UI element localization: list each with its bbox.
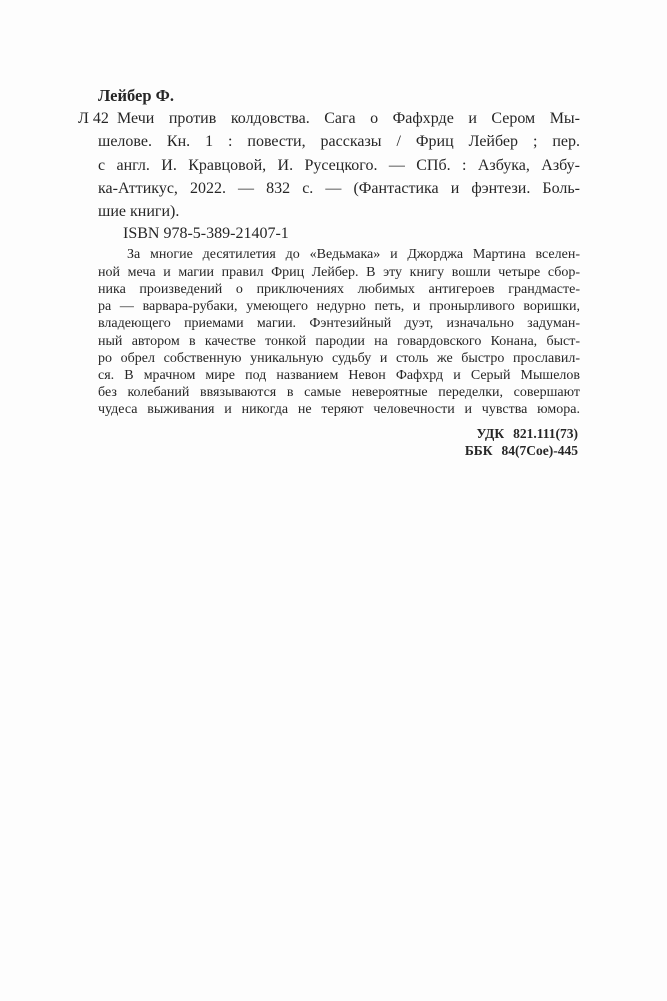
bbk-label: ББК <box>464 442 493 458</box>
bbk-line <box>98 442 578 459</box>
annotation-line: ника произведений о приключениях любимых антигероев грандмасте- <box>98 281 580 297</box>
annotation-line: владеющего приемами магии. Фэнтезийный дуэт, изначально задуман- <box>98 316 580 332</box>
catalog-line: шие книги). <box>98 203 180 221</box>
catalog-entry <box>78 107 580 223</box>
annotation-line: ной меча и магии правил Фриц Лейбер. В эту книгу вошли четыре сбор- <box>98 264 580 280</box>
classification-codes <box>98 425 580 459</box>
annotation-line: чудеса выживания и никогда не теряют человечности и чувства юмора. <box>98 402 580 418</box>
annotation-line: ный автором в качестве тонкой пародии на говардовского Конана, быст- <box>98 333 580 349</box>
annotation-line: без колебаний ввязываются в самые невероятные переделки, совершают <box>98 385 580 401</box>
udc-label: УДК <box>476 425 505 441</box>
catalog-line: шелове. Кн. 1 : повести, рассказы / Фриц Лейбер ; пер. <box>98 133 580 151</box>
catalog-line: с англ. И. Кравцовой, И. Русецкого. — СПб. : Азбука, Азбу- <box>98 156 580 174</box>
annotation-paragraph <box>98 246 580 418</box>
isbn-line: ISBN 978-5-389-21407-1 <box>123 225 289 243</box>
catalog-line: Мечи против колдовства. Сага о Фафхрде и Сером Мы- <box>117 110 580 127</box>
udc-value: 821.111(73) <box>513 425 578 441</box>
imprint-content <box>78 84 580 459</box>
annotation-line: За многие десятилетия до «Ведьмака» и Джорджа Мартина вселен- <box>127 247 580 263</box>
annotation-line: ся. В мрачном мире под названием Невон Фафхрд и Серый Мышелов <box>98 367 580 383</box>
author-heading: Лейбер Ф. <box>98 86 174 105</box>
catalog-line: ка-Аттикус, 2022. — 832 с. — (Фантастика и фэнтези. Боль- <box>98 179 580 197</box>
bbk-value: 84(7Сое)-445 <box>501 442 578 458</box>
udc-line <box>98 425 578 442</box>
catalog-code: Л 42 <box>78 110 109 127</box>
annotation-line: ра — варвара-рубаки, умеющего недурно петь, и пронырливого воришки, <box>98 299 580 315</box>
annotation-line: ро обрел собственную уникальную судьбу и столь же быстро прославил- <box>98 350 580 366</box>
